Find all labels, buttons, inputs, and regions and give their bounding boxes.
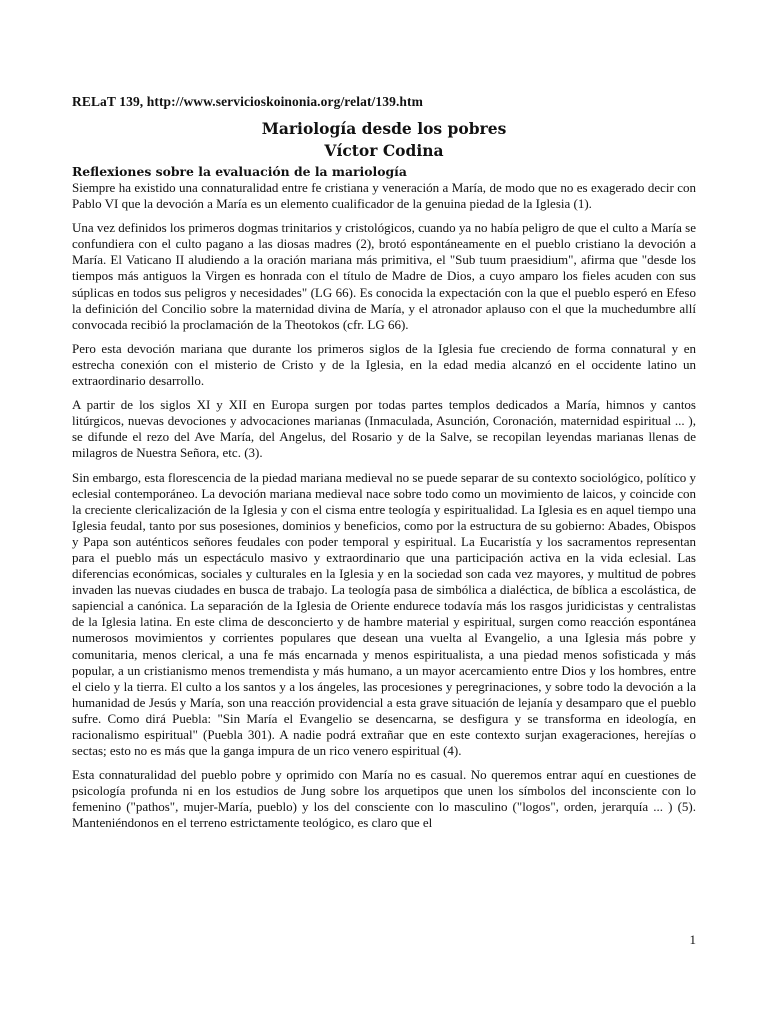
- document-body: [72, 164, 696, 840]
- section-heading: Reflexiones sobre la evaluación de la mariología: [72, 164, 407, 179]
- page-number: 1: [689, 932, 696, 947]
- document-title: Mariología desde los pobres: [261, 119, 507, 138]
- paragraph: A partir de los siglos XI y XII en Europa surgen por todas partes templos dedicados a María, himnos y cantos litúrgicos, nuevas devociones y advocaciones marianas (Inmaculada, Asunción, Coronación, maternidad espiritual ... ), se difunde el rezo del Ave María, del Angelus, del Rosario y de la Salve, se recopilan leyendas marianas llenas de milagros de Nuestra Señora, etc. (3).: [72, 397, 696, 461]
- title-block: [72, 118, 696, 162]
- paragraph: Sin embargo, esta florescencia de la piedad mariana medieval no se puede separar de su contexto sociológico, político y eclesial contemporáneo. La devoción mariana medieval nace sobre todo como un movimiento de laicos, y coincide con la creciente clericalización de la Iglesia y con el cisma entre teología y espiritualidad. La Iglesia es en aquel tiempo una Iglesia feudal, tanto por sus posesiones, dominios y beneficios, como por la estructura de su gobierno: Abades, Obispos y Papa son auténticos señores feudales con poder temporal y espiritual. La Eucaristía y los sacramentos representan para el pueblo más un espectáculo masivo y extraordinario que una participación activa en la vida eclesial. Las diferencias económicas, sociales y culturales en la Iglesia y en la sociedad son cada vez mayores, y multitud de pobres invaden las nuevas ciudades en busca de trabajo. La teología pasa de simbólica a dialéctica, de bíblica a escolástica, de sapiencial a canónica. La separación de la Iglesia de Oriente endurece todavía más los rasgos juridicistas y centralistas de la Iglesia latina. En este clima de desconcierto y de hambre material y espiritual, surgen como reacción espontánea numerosos movimientos y corrientes populares que desean una vuelta al Evangelio, a una Iglesia más pobre y comunitaria, menos clerical, a una fe más encarnada y menos espiritualista, a una piedad menos sofisticada y más popular, a un cristianismo menos tremendista y más humano, a un mayor acercamiento entre Dios y los hombres, entre el cielo y la tierra. El culto a los santos y a los ángeles, las procesiones y peregrinaciones, y sobre todo la devoción a la humanidad de Jesús y María, son una reacción providencial a esta grave situación de lejanía y desamparo que el pueblo sufre. Como dirá Puebla: "Sin María el Evangelio se desencarna, se desfigura y se transforma en ideología, en racionalismo espiritual" (Puebla 301). A nadie podrá extrañar que en este contexto surjan exageraciones, herejías o sectas; esto no es más que la ganga impura de un rico venero espiritual (4).: [72, 469, 696, 759]
- paragraph: Esta connaturalidad del pueblo pobre y oprimido con María no es casual. No queremos entrar aquí en cuestiones de psicología profunda ni en los estudios de Jung sobre los arquetipos que unen los símbolos del inconsciente con lo femenino ("pathos", mujer-María, pueblo) y los del consciente con lo masculino ("logos", orden, jerarquía ... ) (5). Manteniéndonos en el terreno estrictamente teológico, es claro que el: [72, 767, 696, 831]
- document-author: Víctor Codina: [324, 141, 444, 160]
- paragraph: Siempre ha existido una connaturalidad entre fe cristiana y veneración a María, de modo que no es exagerado decir con Pablo VI que la devoción a María es un elemento cualificador de la genuina piedad de la Iglesia (1).: [72, 180, 696, 212]
- paragraph: Pero esta devoción mariana que durante los primeros siglos de la Iglesia fue creciendo de forma connatural y en estrecha conexión con el misterio de Cristo y de la Iglesia, en la edad media alcanzó en el occidente latino un extraordinario desarrollo.: [72, 340, 696, 389]
- source-reference: RELaT 139, http://www.servicioskoinonia.org/relat/139.htm: [72, 94, 423, 109]
- paragraph: Una vez definidos los primeros dogmas trinitarios y cristológicos, cuando ya no había peligro de que el culto a María se confundiera con el culto pagano a las diosas madres (2), brotó espontáneamente en el pueblo cristiano la devoción a María. El Vaticano II aludiendo a la oración mariana más primitiva, el "Sub tuum praesidium", afirma que "desde los tiempos más antiguos la Virgen es honrada con el título de Madre de Dios, a cuyo amparo los fieles acuden con sus súplicas en todos sus peligros y necesidades" (LG 66). Es conocida la expectación con la que el pueblo esperó en Efeso la definición del Concilio sobre la maternidad divina de María, y el atronador aplauso con el que la muchedumbre allí convocada recibió la proclamación de la Theotokos (cfr. LG 66).: [72, 220, 696, 332]
